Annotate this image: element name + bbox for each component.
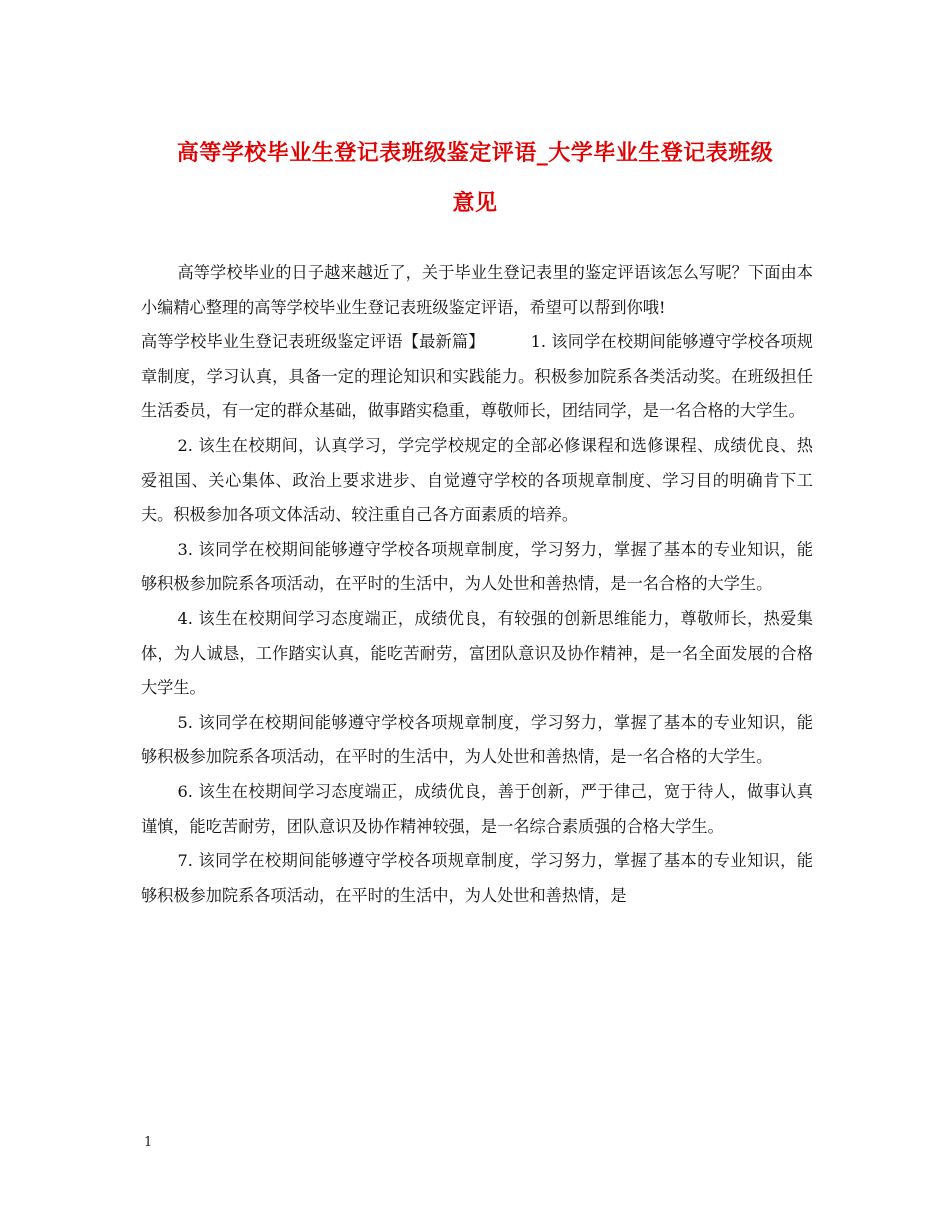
document-body	[141, 256, 813, 913]
item-7: 7. 该同学在校期间能够遵守学校各项规章制度，学习努力，掌握了基本的专业知识，能够积极参加院系各项活动，在平时的生活中，为人处世和善热情，是	[141, 851, 813, 905]
section-heading: 高等学校毕业生登记表班级鉴定评语【最新篇】	[141, 332, 485, 352]
page-number: 1	[144, 1135, 153, 1150]
title-line-1: 高等学校毕业生登记表班级鉴定评语_大学毕业生登记表班级	[176, 140, 774, 166]
intro-paragraph: 高等学校毕业的日子越来越近了，关于毕业生登记表里的鉴定评语该怎么写呢？下面由本小编精心整理的高等学校毕业生登记表班级鉴定评语，希望可以帮到你哦!	[141, 263, 813, 317]
title-line-2: 意见	[452, 190, 498, 216]
item-5: 5. 该同学在校期间能够遵守学校各项规章制度，学习努力，掌握了基本的专业知识，能够积极参加院系各项活动，在平时的生活中，为人处世和善热情，是一名合格的大学生。	[141, 712, 813, 767]
document-title	[120, 128, 830, 228]
item-4: 4. 该生在校期间学习态度端正，成绩优良，有较强的创新思维能力，尊敬师长，热爱集体，为人诚恳，工作踏实认真，能吃苦耐劳，富团队意识及协作精神，是一名全面发展的合格大学生。	[141, 608, 813, 698]
item-3: 3. 该同学在校期间能够遵守学校各项规章制度，学习努力，掌握了基本的专业知识，能够积极参加院系各项活动，在平时的生活中，为人处世和善热情，是一名合格的大学生。	[141, 539, 813, 594]
section-paragraph	[141, 325, 813, 429]
item-1: 1. 该同学在校期间能够遵守学校各项规章制度，学习认真，具备一定的理论知识和实践能力。积极参加院系各类活动奖。在班级担任生活委员，有一定的群众基础，做事踏实稳重，尊敬师长，团结同学，是一名合格的大学生。	[141, 332, 813, 421]
item-6: 6. 该生在校期间学习态度端正，成绩优良，善于创新，严于律己，宽于待人，做事认真谨慎，能吃苦耐劳，团队意识及协作精神较强，是一名综合素质强的合格大学生。	[141, 781, 813, 836]
item-2: 2. 该生在校期间，认真学习，学完学校规定的全部必修课程和选修课程、成绩优良、热爱祖国、关心集体、政治上要求进步、自觉遵守学校的各项规章制度、学习目的明确肯下工夫。积极参加各项文体活动、较注重自己各方面素质的培养。	[141, 435, 813, 525]
